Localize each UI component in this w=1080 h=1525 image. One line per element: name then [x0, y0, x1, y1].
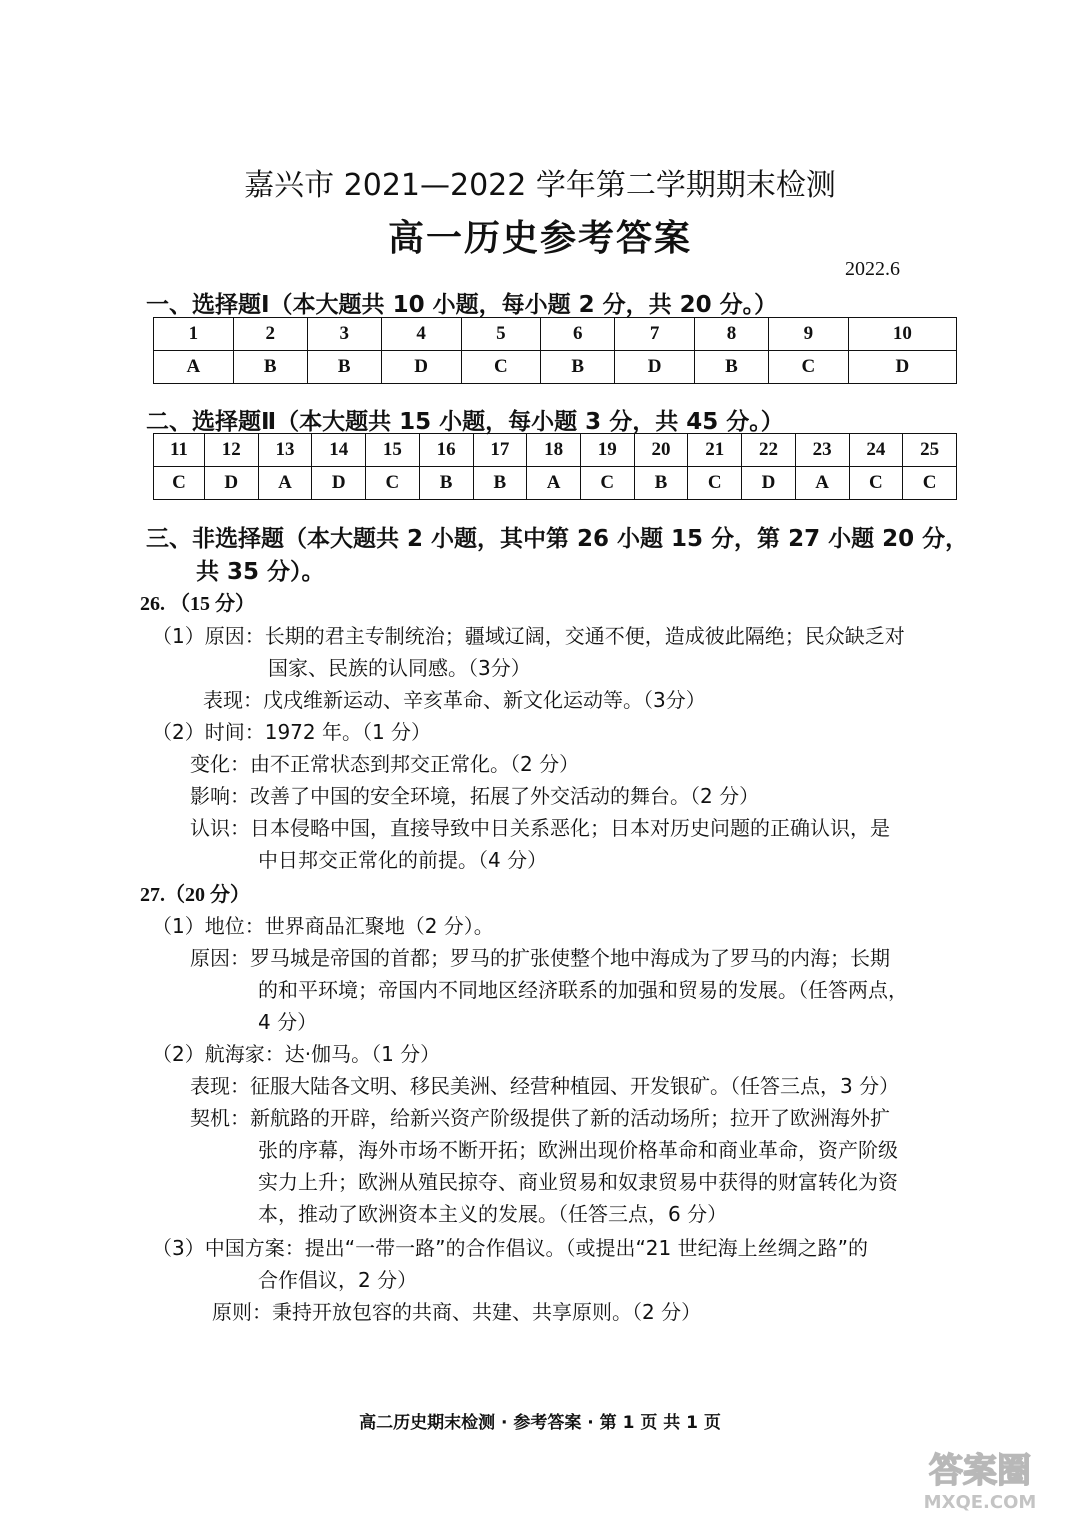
- section2-question-number-8: 18: [527, 434, 581, 467]
- section1-question-number-4: 4: [381, 318, 461, 351]
- q26-heading: 26. （15 分）: [140, 593, 255, 615]
- section1-answer-cell-8: B: [694, 351, 768, 384]
- section2-question-number-6: 16: [419, 434, 473, 467]
- section1-answer-cell-1: A: [154, 351, 234, 384]
- section2-question-number-12: 22: [742, 434, 796, 467]
- q26-p1-line3: 表现：戊戌维新运动、辛亥革命、新文化运动等。（3分）: [203, 688, 706, 712]
- section3-heading-line1: 三、非选择题（本大题共 2 小题，其中第 26 小题 15 分，第 27 小题 20 分，: [146, 526, 969, 552]
- section2-question-number-14: 24: [849, 434, 903, 467]
- q27-p2-line1: （2）航海家：达·伽马。（1 分）: [152, 1042, 441, 1066]
- watermark-logo-text: 答案圈: [929, 1451, 1031, 1491]
- q26-p2-line3: 影响：改善了中国的安全环境，拓展了外交活动的舞台。（2 分）: [190, 784, 760, 808]
- q26-p2-line4: 认识：日本侵略中国，直接导致中日关系恶化；日本对历史问题的正确认识，是: [190, 816, 890, 840]
- section1-answer-cell-5: C: [461, 351, 541, 384]
- q27-p1-line1: （1）地位：世界商品汇聚地（2 分）。: [152, 914, 494, 938]
- section2-question-number-7: 17: [473, 434, 527, 467]
- q27-p3-line2: 合作倡议，2 分）: [258, 1268, 418, 1292]
- section1-heading: 一、选择题Ⅰ（本大题共 10 小题，每小题 2 分，共 20 分。）: [146, 292, 778, 318]
- section1-answer-cell-10: D: [848, 351, 956, 384]
- section2-answer-cell-1: C: [154, 467, 205, 500]
- section2-question-number-3: 13: [258, 434, 312, 467]
- section1-answer-cell-3: B: [307, 351, 381, 384]
- section2-question-number-15: 25: [903, 434, 957, 467]
- section2-heading: 二、选择题Ⅱ（本大题共 15 小题，每小题 3 分，共 45 分。）: [146, 409, 784, 435]
- q27-p3-line1: （3）中国方案：提出“一带一路”的合作倡议。（或提出“21 世纪海上丝绸之路”的: [152, 1236, 868, 1260]
- page-footer: 高二历史期末检测 · 参考答案 · 第 1 页 共 1 页: [359, 1413, 721, 1433]
- section2-answer-cell-12: D: [742, 467, 796, 500]
- section2-question-number-2: 12: [204, 434, 258, 467]
- q27-p2-line6: 本，推动了欧洲资本主义的发展。（任答三点，6 分）: [258, 1202, 728, 1226]
- section2-answer-cell-10: B: [634, 467, 688, 500]
- section2-answer-cell-13: A: [795, 467, 849, 500]
- section2-question-number-5: 15: [366, 434, 420, 467]
- section2-answer-cell-14: C: [849, 467, 903, 500]
- section1-answer-cell-7: D: [615, 351, 695, 384]
- watermark-logo: [905, 1448, 1055, 1514]
- q27-p3-line3: 原则：秉持开放包容的共商、共建、共享原则。（2 分）: [212, 1300, 702, 1324]
- q26-p2-line1: （2）时间：1972 年。（1 分）: [152, 720, 432, 744]
- section1-answer-cell-4: D: [381, 351, 461, 384]
- q26-p1-line1: （1）原因：长期的君主专制统治；疆域辽阔，交通不便，造成彼此隔绝；民众缺乏对: [152, 624, 905, 648]
- section2-question-number-4: 14: [312, 434, 366, 467]
- section2-answer-table: [153, 433, 957, 500]
- watermark-url: MXQE.COM: [923, 1492, 1037, 1513]
- section2-answer-cell-11: C: [688, 467, 742, 500]
- section2-answer-cell-5: C: [366, 467, 420, 500]
- q27-heading: 27.（20 分）: [140, 884, 250, 906]
- q27-p1-line2: 原因：罗马城是帝国的首都；罗马的扩张使整个地中海成为了罗马的内海；长期: [190, 946, 890, 970]
- section2-answer-cell-2: D: [204, 467, 258, 500]
- section2-answer-cell-7: B: [473, 467, 527, 500]
- section2-answer-cell-9: C: [580, 467, 634, 500]
- section2-question-number-9: 19: [580, 434, 634, 467]
- section2-answer-cell-3: A: [258, 467, 312, 500]
- section1-question-number-6: 6: [541, 318, 615, 351]
- section2-question-number-13: 23: [795, 434, 849, 467]
- q26-p1-line2: 国家、民族的认同感。（3分）: [268, 656, 531, 680]
- section1-answer-cell-6: B: [541, 351, 615, 384]
- section1-question-number-3: 3: [307, 318, 381, 351]
- q27-p2-line3: 契机：新航路的开辟，给新兴资产阶级提供了新的活动场所；拉开了欧洲海外扩: [190, 1106, 890, 1130]
- section2-question-number-10: 20: [634, 434, 688, 467]
- document-title: 嘉兴市 2021—2022 学年第二学期期末检测: [244, 168, 836, 203]
- section2-answer-cell-8: A: [527, 467, 581, 500]
- section1-question-number-9: 9: [769, 318, 849, 351]
- q27-p2-line2: 表现：征服大陆各文明、移民美洲、经营种植园、开发银矿。（任答三点，3 分）: [190, 1074, 900, 1098]
- section1-question-number-5: 5: [461, 318, 541, 351]
- section3-heading-line2: 共 35 分）。: [196, 559, 325, 585]
- section2-answer-cell-15: C: [903, 467, 957, 500]
- section2-answer-cell-4: D: [312, 467, 366, 500]
- section2-question-number-1: 11: [154, 434, 205, 467]
- section1-answer-cell-2: B: [233, 351, 307, 384]
- section1-question-number-2: 2: [233, 318, 307, 351]
- document-subtitle: 高一历史参考答案: [387, 218, 692, 259]
- section1-question-number-1: 1: [154, 318, 234, 351]
- section1-answer-table: [153, 317, 957, 384]
- q26-p2-line2: 变化：由不正常状态到邦交正常化。（2 分）: [190, 752, 580, 776]
- section2-answer-cell-6: B: [419, 467, 473, 500]
- q26-p2-line5: 中日邦交正常化的前提。（4 分）: [258, 848, 548, 872]
- section1-answer-cell-9: C: [769, 351, 849, 384]
- q27-p1-line3: 的和平环境；帝国内不同地区经济联系的加强和贸易的发展。（任答两点，: [258, 978, 908, 1002]
- section2-question-number-11: 21: [688, 434, 742, 467]
- document-date: 2022.6: [845, 258, 900, 280]
- q27-p2-line4: 张的序幕，海外市场不断开拓；欧洲出现价格革命和商业革命，资产阶级: [258, 1138, 898, 1162]
- section1-question-number-7: 7: [615, 318, 695, 351]
- section1-question-number-8: 8: [694, 318, 768, 351]
- q27-p2-line5: 实力上升；欧洲从殖民掠夺、商业贸易和奴隶贸易中获得的财富转化为资: [258, 1170, 898, 1194]
- section1-question-number-10: 10: [848, 318, 956, 351]
- q27-p1-line4: 4 分）: [258, 1010, 318, 1034]
